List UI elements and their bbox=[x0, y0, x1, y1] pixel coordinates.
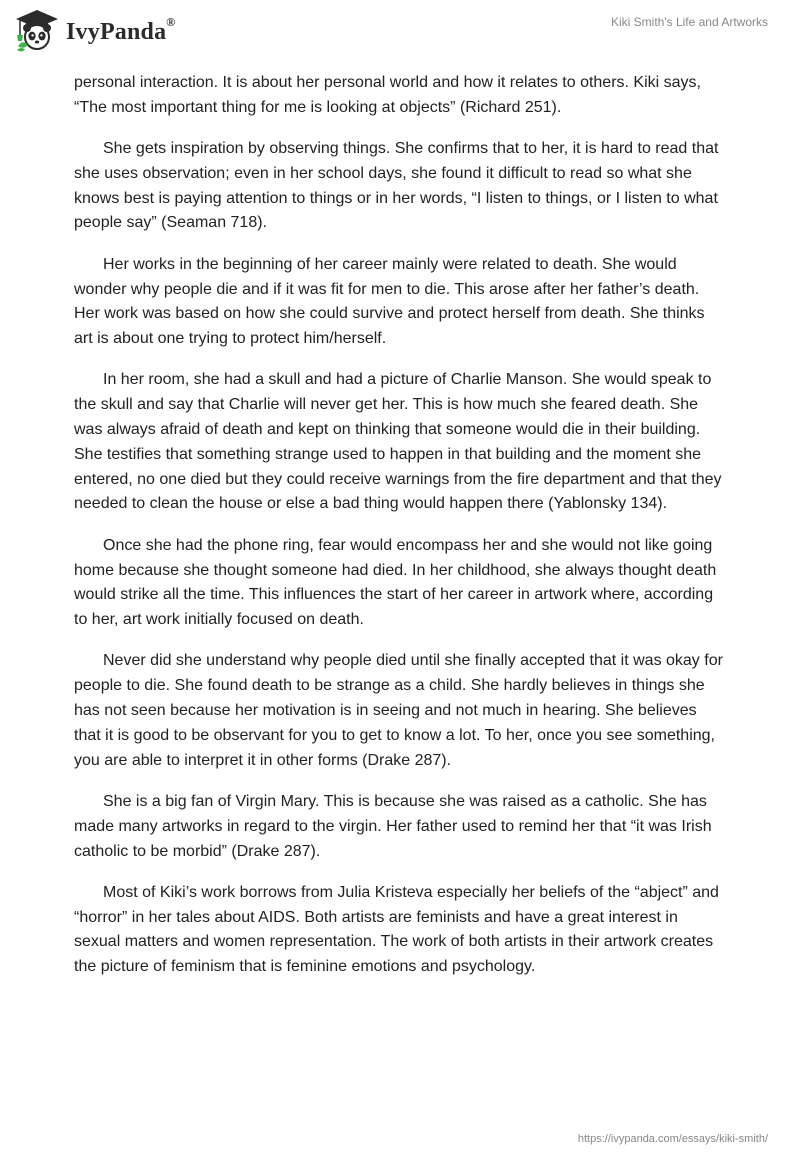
panda-graduate-icon bbox=[14, 8, 60, 52]
paragraph: personal interaction. It is about her personal world and how it relates to others. Kiki says, “The most important thing for me is looking at objects” (Richard 251). bbox=[74, 74, 701, 116]
paragraph: In her room, she had a skull and had a picture of Charlie Manson. She would speak to the skull and say that Charlie will never get her. This is how much she feared death. She was always afraid of death and kept on thinking that someone would die in their building. She testifies that something strange used to happen in that building and the moment she entered, no one died but they could receive warnings from the fire department and that they needed to clean the house or else a bad thing would happen there (Yablonsky 134). bbox=[74, 371, 722, 513]
registered-mark: ® bbox=[166, 14, 176, 29]
paragraph: Once she had the phone ring, fear would encompass her and she would not like going home because she thought someone had died. In her childhood, she always thought death would strike all the time. This influences the start of her career in artwork where, according to her, art work initially focused on death. bbox=[74, 536, 717, 629]
logo-wordmark bbox=[66, 14, 176, 46]
essay-body bbox=[74, 71, 726, 997]
paragraph: She is a big fan of Virgin Mary. This is because she was raised as a catholic. She has made many artworks in regard to the virgin. Her father used to remind her that “it was Irish catholic to be morbid” (Drake 287). bbox=[74, 792, 712, 860]
paragraph: Most of Kiki’s work borrows from Julia Kristeva especially her beliefs of the “abject” and “horror” in her tales about AIDS. Both artists are feminists and have a great interest in sexual matters and women representation. The work of both artists in their artwork creates the picture of feminism that is feminine emotions and psychology. bbox=[74, 883, 719, 976]
page-header bbox=[0, 0, 800, 70]
paragraph: She gets inspiration by observing things. She confirms that to her, it is hard to read that she uses observation; even in her school days, she found it difficult to read so what she knows best is paying attention to things or in her words, “I listen to things, or I listen to what people say” (Seaman 718). bbox=[74, 140, 719, 232]
logo-text: IvyPanda bbox=[66, 18, 167, 45]
paragraph: Never did she understand why people died until she finally accepted that it was okay for people to die. She found death to be strange as a child. She hardly believes in things she has not seen because her motivation is in seeing and not much in hearing. She believes that it is good to be observant for you to get to know a lot. To her, once you see something, you are able to interpret it in other forms (Drake 287). bbox=[74, 652, 723, 769]
ivypanda-logo[interactable] bbox=[14, 8, 175, 52]
document-title: Kiki Smith's Life and Artworks bbox=[610, 15, 768, 29]
paragraph: Her works in the beginning of her career mainly were related to death. She would wonder why people die and if it was fit for men to die. This arose after her father’s death. Her work was based on how she could survive and protect herself from death. She thinks art is about one trying to protect him/herself. bbox=[74, 255, 705, 348]
footer-url[interactable]: https://ivypanda.com/essays/kiki-smith/ bbox=[577, 1133, 768, 1145]
